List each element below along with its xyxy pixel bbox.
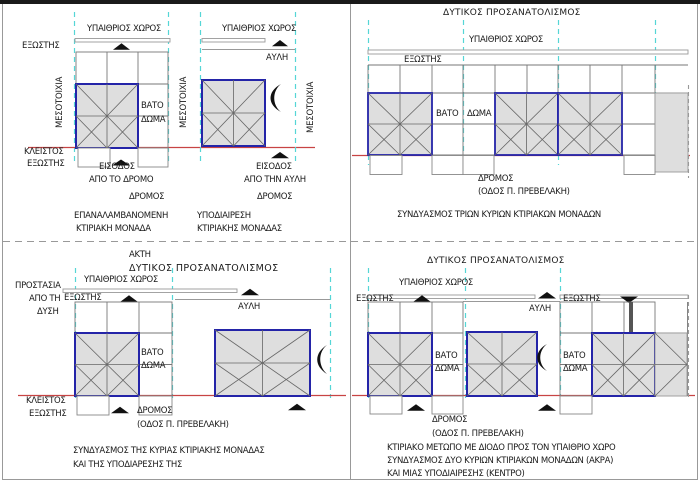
q1-subdivision-diagram	[201, 12, 296, 162]
street-label: ΔΡΟΜΟΣ	[129, 192, 165, 202]
roof-label: ΒΑΤΟ	[141, 101, 164, 111]
q4-cut-unit-region	[655, 333, 687, 396]
balcony-label: ΕΞΩΣΤΗΣ	[563, 294, 601, 304]
diagram-caption: ΥΠΟΔΙΑΙΡΕΣΗ	[197, 211, 251, 221]
diagram-caption: ΕΠΑΝΑΛΑΜΒΑΝΟΜΕΝΗ	[74, 211, 169, 221]
roof-label: ΒΑΤΟ	[435, 351, 458, 361]
coast-label: ΑΚΤΗ	[129, 250, 151, 260]
roof-label: ΔΩΜΑ	[467, 109, 492, 119]
roof-label: ΔΩΜΑ	[141, 115, 166, 125]
street-label: (ΟΔΟΣ Π. ΠΡΕΒΕΛΑΚΗ)	[478, 187, 570, 197]
q2-roof-block-2	[495, 93, 558, 155]
balcony-label: ΕΞΩΣΤΗΣ	[404, 55, 442, 65]
q3-combined-unit-diagram	[18, 268, 346, 415]
curved-arrow-icon	[537, 344, 547, 371]
balcony-label: ΕΞΩΣΤΗΣ	[356, 294, 394, 304]
entry-arrow-icon	[538, 404, 556, 411]
curved-arrow-icon	[317, 345, 327, 374]
balcony-label: ΕΞΩΣΤΗΣ	[22, 41, 60, 51]
q2-cut-unit-region	[655, 93, 688, 172]
open-space-label: ΥΠΑΙΘΡΙΟΣ ΧΩΡΟΣ	[469, 35, 543, 45]
courtyard-label: ΑΥΛΗ	[238, 302, 261, 312]
party-wall-label: ΜΕΣΟΤΟΙΧΙΑ	[306, 81, 316, 133]
party-wall-label: ΜΕΣΟΤΟΙΧΙΑ	[55, 76, 65, 128]
entry-arrow-icon	[271, 152, 289, 158]
q3-subdivision-block	[215, 330, 310, 396]
roof-label: ΔΩΜΑ	[563, 364, 588, 374]
open-space-label: ΥΠΑΙΘΡΙΟΣ ΧΩΡΟΣ	[87, 24, 161, 34]
protection-label: ΠΡΟΣΤΑΣΙΑ	[15, 281, 61, 291]
entrance-label: ΕΙΣΟΔΟΣ	[256, 162, 292, 172]
q4-right-roof-block	[592, 333, 655, 396]
roof-label: ΒΑΤΟ	[563, 351, 586, 361]
orientation-title: ΔΥΤΙΚΟΣ ΠΡΟΣΑΝΑΤΟΛΙΣΜΟΣ	[129, 263, 279, 274]
street-label: ΔΡΟΜΟΣ	[432, 415, 468, 425]
closed-balcony-label: ΕΞΩΣΤΗΣ	[29, 409, 67, 419]
q1-repeating-unit-diagram	[28, 12, 315, 167]
protection-label: ΑΠΟ ΤΗ	[29, 294, 61, 304]
courtyard-label: ΑΥΛΗ	[529, 304, 552, 314]
open-space-label: ΥΠΑΙΘΡΙΟΣ ΧΩΡΟΣ	[399, 278, 473, 288]
diagram-caption: ΚΑΙ ΤΗΣ ΥΠΟΔΙΑΡΕΣΗΣ ΤΗΣ	[73, 460, 183, 470]
orientation-title: ΔΥΤΙΚΟΣ ΠΡΟΣΑΝΑΤΟΛΙΣΜΟΣ	[443, 8, 581, 18]
street-label: ΔΡΟΜΟΣ	[257, 192, 293, 202]
orientation-title: ΔΥΤΙΚΟΣ ΠΡΟΣΑΝΑΤΟΛΙΣΜΟΣ	[427, 256, 565, 266]
party-wall-label: ΜΕΣΟΤΟΙΧΙΑ	[179, 76, 189, 128]
q4-left-roof-block	[368, 333, 432, 396]
entrance-label: ΑΠΟ ΤΟ ΔΡΟΜΟ	[89, 175, 154, 185]
roof-label: ΔΩΜΑ	[435, 364, 460, 374]
roof-label: ΒΑΤΟ	[141, 348, 164, 358]
entry-arrow-icon	[407, 404, 425, 411]
courtyard-label: ΑΥΛΗ	[266, 53, 289, 63]
q4-middle-subdivision-block	[467, 332, 537, 396]
street-label: ΔΡΟΜΟΣ	[478, 174, 514, 184]
open-space-label: ΥΠΑΙΘΡΙΟΣ ΧΩΡΟΣ	[222, 24, 296, 34]
closed-balcony-label: ΕΞΩΣΤΗΣ	[27, 159, 65, 169]
roof-label: ΒΑΤΟ	[436, 109, 459, 119]
q3-roof-block	[75, 333, 139, 396]
open-space-label: ΥΠΑΙΘΡΙΟΣ ΧΩΡΟΣ	[84, 275, 158, 285]
diagram-caption: ΣΥΝΔΥΑΣΜΟΣ ΤΡΙΩΝ ΚΥΡΙΩΝ ΚΤΙΡΙΑΚΩΝ ΜΟΝΑΔΩΝ	[397, 210, 601, 220]
entrance-label: ΕΙΣΟΔΟΣ	[99, 162, 135, 172]
street-label: ΔΡΟΜΟΣ	[137, 406, 173, 416]
q2-roof-block-3	[558, 93, 622, 155]
up-arrow-icon	[538, 292, 556, 299]
diagram-caption: ΣΥΝΔΥΑΣΜΟΣ ΤΗΣ ΚΥΡΙΑΣ ΚΤΙΡΙΑΚΗΣ ΜΟΝΑΔΑΣ	[73, 446, 265, 456]
q1-unit-b-roof-block	[202, 80, 265, 146]
diagram-caption: ΚΤΙΡΙΑΚΗΣ ΜΟΝΑΔΑΣ	[197, 224, 282, 234]
closed-balcony-label: ΚΛΕΙΣΤΟΣ	[24, 147, 64, 157]
q1-unit-a-roof-block	[76, 84, 138, 148]
balcony-label: ΕΞΩΣΤΗΣ	[64, 293, 102, 303]
up-arrow-icon	[241, 289, 259, 296]
entry-arrow-icon	[288, 404, 306, 411]
q2-roof-block-1	[368, 93, 432, 155]
diagram-caption: ΣΥΝΔΥΑΣΜΟΣ ΔΥΟ ΚΥΡΙΩΝ ΚΤΙΡΙΑΚΩΝ ΜΟΝΑΔΩΝ (ΑΚΡΑ)	[387, 456, 614, 466]
street-label: (ΟΔΟΣ Π. ΠΡΕΒΕΛΑΚΗ)	[137, 420, 229, 430]
passage-band	[629, 302, 633, 333]
protection-label: ΔΥΣΗ	[37, 307, 59, 317]
entrance-label: ΑΠΟ ΤΗΝ ΑΥΛΗ	[244, 175, 306, 185]
diagram-caption: ΚΤΙΡΙΑΚΗ ΜΟΝΑΔΑ	[76, 224, 151, 234]
roof-label: ΔΩΜΑ	[141, 361, 166, 371]
up-arrow-icon	[120, 295, 138, 302]
up-arrow-icon	[272, 40, 288, 46]
street-label: (ΟΔΟΣ Π. ΠΡΕΒΕΛΑΚΗ)	[432, 429, 524, 439]
q4-front-with-passage-diagram	[352, 268, 695, 414]
entry-arrow-icon	[111, 407, 129, 414]
up-arrow-icon	[113, 43, 130, 50]
closed-balcony-label: ΚΛΕΙΣΤΟΣ	[26, 396, 66, 406]
diagram-caption: ΚΑΙ ΜΙΑΣ ΥΠΟΔΙΑΙΡΕΣΗΣ (ΚΕΝΤΡΟ)	[387, 469, 525, 479]
curved-arrow-icon	[271, 84, 282, 112]
diagram-caption: ΚΤΙΡΙΑΚΟ ΜΕΤΩΠΟ ΜΕ ΔΙΟΔΟ ΠΡΟΣ ΤΟΝ ΥΠΑΙΘΡΙΟ ΧΩΡΟ	[387, 443, 616, 453]
